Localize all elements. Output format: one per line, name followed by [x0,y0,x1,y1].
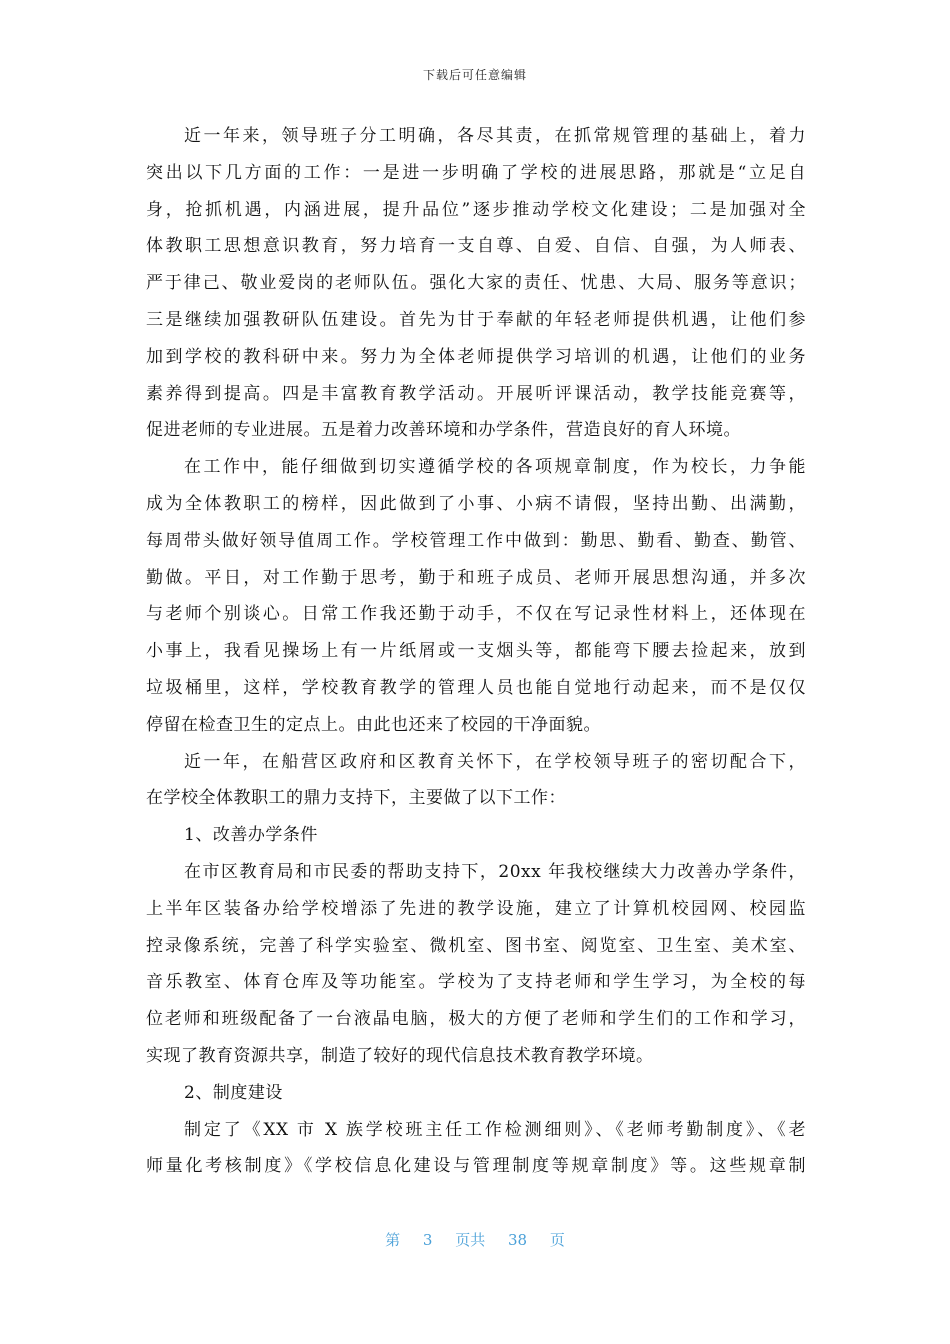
page-header: 下载后可任意编辑 [422,68,527,82]
text-line: 控录像系统，完善了科学实验室、微机室、图书室、阅览室、卫生室、美术室、 [146,935,806,956]
text-line: 素养得到提高。四是丰富教育教学活动。开展听评课活动，教学技能竞赛等， [146,383,806,404]
text-line: 在学校全体教职工的鼎力支持下，主要做了以下工作： [146,788,566,809]
text-line: 垃圾桶里，这样，学校教育教学的管理人员也能自觉地行动起来，而不是仅仅 [146,677,806,698]
text-line: 位老师和班级配备了一台液晶电脑，极大的方便了老师和学生们的工作和学习， [146,1009,806,1030]
text-line: 严于律己、敬业爱岗的老师队伍。强化大家的责任、忧患、大局、服务等意识； [146,273,806,294]
total-pages-number: 38 [508,1231,528,1249]
document-body [146,118,806,1185]
current-page-number: 3 [422,1231,433,1249]
page-of-label: 页共 [455,1231,486,1249]
text-line: 加到学校的教科研中来。努力为全体老师提供学习培训的机遇，让他们的业务 [146,346,806,367]
text-line: 近一年，在船营区政府和区教育关怀下，在学校领导班子的密切配合下， [184,751,806,772]
text-line: 成为全体教职工的榜样，因此做到了小事、小病不请假，坚持出勤、出满勤， [146,493,806,514]
section-heading: 1、改善办学条件 [184,825,318,846]
text-line: 三是继续加强教研队伍建设。首先为甘于奉献的年轻老师提供机遇，让他们参 [146,309,806,330]
text-line: 突出以下几方面的工作：一是进一步明确了学校的进展思路，那就是“立足自 [146,162,806,183]
page-footer [0,1229,950,1250]
text-line: 制定了《XX 市 X 族学校班主任工作检测细则》、《老师考勤制度》、《老 [184,1119,806,1140]
text-line: 在工作中，能仔细做到切实遵循学校的各项规章制度，作为校长，力争能 [184,457,806,478]
text-line: 身，抢抓机遇，内涵进展，提升品位”逐步推动学校文化建设；二是加强对全 [146,199,806,220]
text-line: 勤做。平日，对工作勤于思考，勤于和班子成员、老师开展思想沟通，并多次 [146,567,806,588]
text-line: 师量化考核制度》《学校信息化建设与管理制度等规章制度》等。这些规章制 [146,1156,806,1177]
page-end-label: 页 [549,1231,565,1249]
text-line: 停留在检查卫生的定点上。由此也还来了校园的干净面貌。 [146,714,601,735]
section-heading: 2、制度建设 [184,1082,283,1103]
text-line: 近一年来，领导班子分工明确，各尽其责，在抓常规管理的基础上，着力 [184,126,806,146]
text-line: 小事上，我看见操场上有一片纸屑或一支烟头等，都能弯下腰去捡起来，放到 [146,641,806,662]
text-line: 与老师个别谈心。日常工作我还勤于动手，不仅在写记录性材料上，还体现在 [146,604,806,625]
text-line: 促进老师的专业进展。五是着力改善环境和办学条件，营造良好的育人环境。 [146,420,741,441]
text-line: 每周带头做好领导值周工作。学校管理工作中做到：勤思、勤看、勤查、勤管、 [146,530,806,551]
text-line: 体教职工思想意识教育，努力培育一支自尊、自爱、自信、自强，为人师表、 [146,236,806,257]
page-label: 第 [385,1231,401,1249]
text-line: 实现了教育资源共享，制造了较好的现代信息技术教育教学环境。 [146,1045,654,1066]
text-line: 在市区教育局和市民委的帮助支持下，20xx 年我校继续大力改善办学条件， [184,861,806,882]
text-line: 上半年区装备办给学校增添了先进的教学设施，建立了计算机校园网、校园监 [146,898,806,919]
text-line: 音乐教室、体育仓库及等功能室。学校为了支持老师和学生学习，为全校的每 [146,972,806,993]
